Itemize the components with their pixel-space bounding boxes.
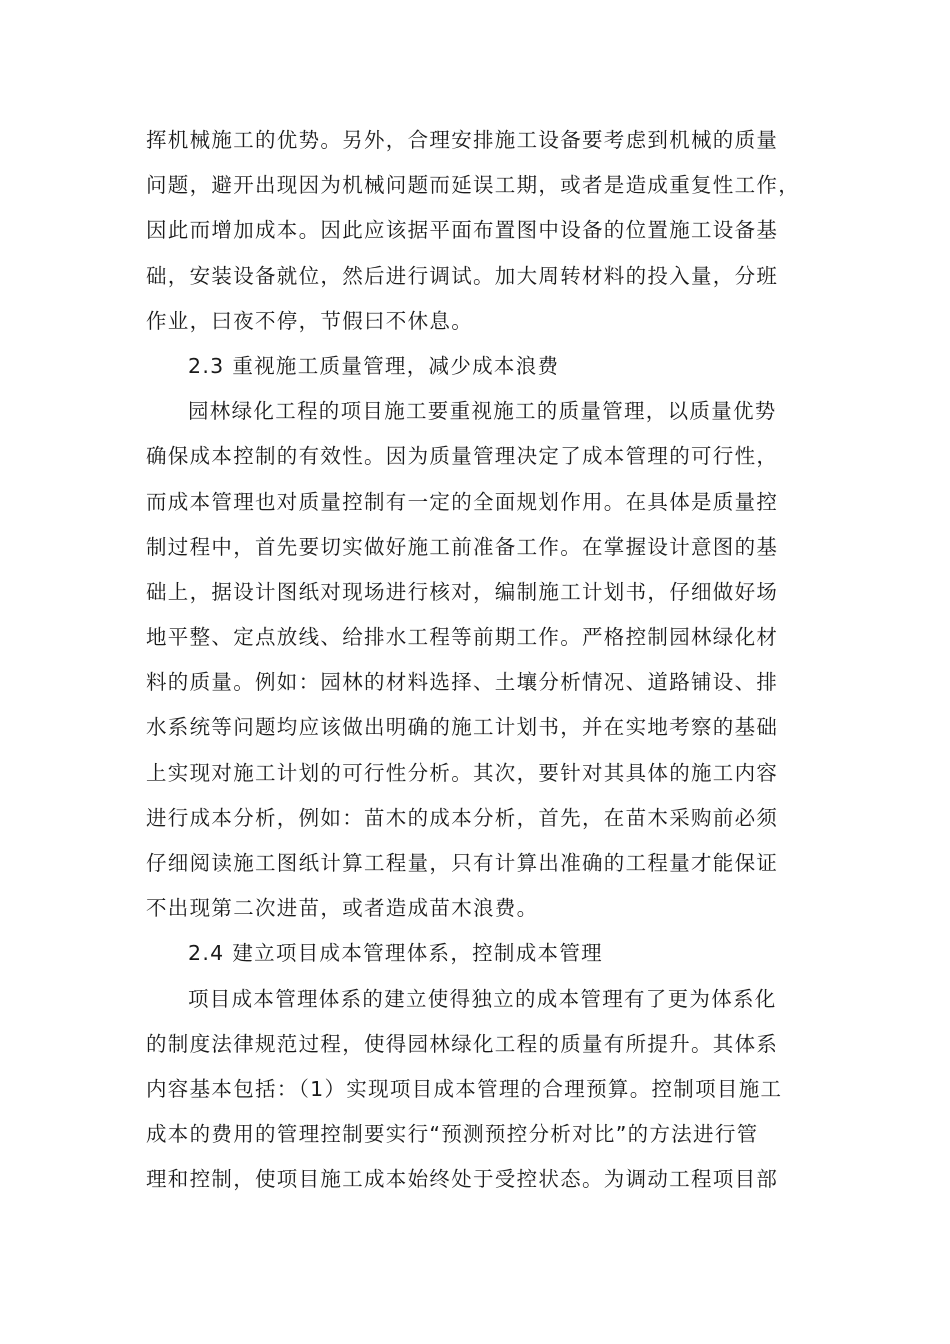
text-line: 问题，避开出现因为机械问题而延误工期，或者是造成重复性工作，: [146, 173, 800, 198]
text-line: 确保成本控制的有效性。因为质量管理决定了成本管理的可行性，: [146, 444, 779, 469]
text-line: 因此而增加成本。因此应该据平面布置图中设备的位置施工设备基: [146, 218, 779, 243]
text-line: 础上，据设计图纸对现场进行核对，编制施工计划书，仔细做好场: [146, 579, 779, 604]
text-line: 不出现第二次进苗，或者造成苗木浪费。: [146, 896, 539, 921]
section-heading: 2.3 重视施工质量管理，减少成本浪费: [188, 353, 560, 378]
text-line: 仔细阅读施工图纸计算工程量，只有计算出准确的工程量才能保证: [146, 851, 779, 875]
paragraph-first-line: 项目成本管理体系的建立使得独立的成本管理有了更为体系化: [188, 986, 777, 1011]
paragraph-first-line: 园林绿化工程的项目施工要重视施工的质量管理，以质量优势: [188, 399, 777, 424]
text-line: 础，安装设备就位，然后进行调试。加大周转材料的投入量，分班: [146, 263, 779, 288]
text-line: 制过程中，首先要切实做好施工前准备工作。在掌握设计意图的基: [146, 534, 779, 559]
text-line: 的制度法律规范过程，使得园林绿化工程的质量有所提升。其体系: [146, 1031, 779, 1056]
text-line: 上实现对施工计划的可行性分析。其次，要针对其具体的施工内容: [146, 760, 779, 785]
text-line: 进行成本分析，例如：苗木的成本分析，首先，在苗木采购前必须: [146, 805, 779, 830]
text-line: 地平整、定点放线、给排水工程等前期工作。严格控制园林绿化材: [146, 625, 779, 650]
text-line: 而成本管理也对质量控制有一定的全面规划作用。在具体是质量控: [146, 489, 779, 514]
text-line: 料的质量。例如：园林的材料选择、土壤分析情况、道路铺设、排: [146, 670, 779, 695]
text-line: 挥机械施工的优势。另外，合理安排施工设备要考虑到机械的质量: [146, 128, 779, 152]
text-line: 内容基本包括：（1）实现项目成本管理的合理预算。控制项目施工: [146, 1076, 783, 1101]
text-line: 作业，曰夜不停，节假曰不休息。: [146, 308, 473, 333]
text-line: 水系统等问题均应该做出明确的施工计划书，并在实地考察的基础: [146, 715, 779, 740]
text-line: 成本的费用的管理控制要实行“预测预控分析对比”的方法进行管: [146, 1122, 759, 1147]
section-heading: 2.4 建立项目成本管理体系，控制成本管理: [188, 941, 603, 966]
body-text: [146, 118, 806, 1203]
text-line: 理和控制，使项目施工成本始终处于受控状态。为调动工程项目部: [146, 1167, 779, 1192]
